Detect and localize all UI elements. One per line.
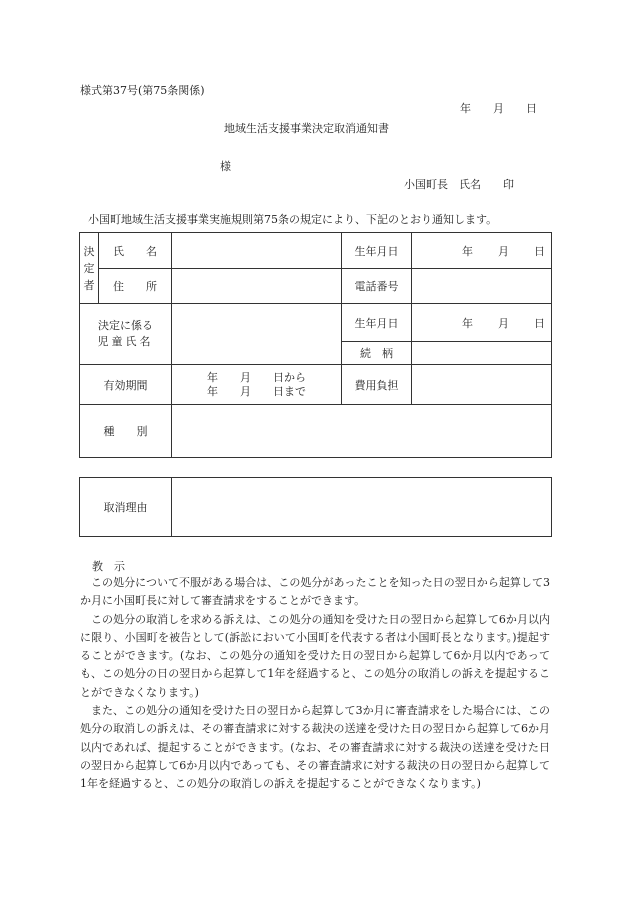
- instruction-heading: 教 示: [92, 560, 125, 573]
- phone-value: [412, 269, 552, 304]
- validity-label: 有効期間: [80, 365, 172, 405]
- instruction-paragraph: この処分について不服がある場合は、この処分があったことを知った日の翌日から起算して3か月に小国町長に対して審査請求をすることができます。: [80, 576, 550, 608]
- relation-value: [412, 342, 552, 365]
- reason-table: [79, 477, 552, 537]
- phone-label: 電話番号: [342, 269, 412, 304]
- cost-label: 費用負担: [342, 365, 412, 405]
- decision-table: [79, 232, 552, 458]
- notice-date: 年 月 日: [460, 102, 537, 115]
- cost-value: [412, 365, 552, 405]
- form-number: 様式第37号(第75条関係): [80, 84, 205, 97]
- birthdate-value: 年 月 日: [412, 233, 552, 269]
- intro-text: 小国町地域生活支援事業実施規則第75条の規定により、下記のとおり通知します。: [88, 213, 498, 226]
- address-value: [172, 269, 342, 304]
- address-label: 住 所: [99, 269, 172, 304]
- child-name-value: [172, 304, 342, 365]
- instruction-body: [80, 574, 550, 794]
- type-value: [172, 405, 552, 458]
- child-birthdate-value: 年 月 日: [412, 304, 552, 342]
- birthdate-label: 生年月日: [342, 233, 412, 269]
- issuer-line: 小国町長 氏名 印: [404, 178, 514, 191]
- instruction-paragraph: また、この処分の通知を受けた日の翌日から起算して3か月に審査請求をした場合には、この処分の取消しの訴えは、その審査請求に対する裁決の送達を受けた日の翌日から起算して6か月以内であれば、提起することができます。(なお、その審査請求に対する裁決の送達を受けた日の翌日から起算して6か月以内であっても、その審査請求に対する裁決の日の翌日から起算して1年を経過すると、この処分の取消しの訴えを提起することができなくなります。): [80, 704, 550, 791]
- document-title: 地域生活支援事業決定取消通知書: [224, 122, 389, 135]
- reason-label: 取消理由: [80, 478, 172, 537]
- addressee-suffix: 様: [220, 160, 231, 173]
- name-label: 氏 名: [99, 233, 172, 269]
- type-label: 種 別: [80, 405, 172, 458]
- validity-value: 年 月 日から 年 月 日まで: [172, 365, 342, 405]
- name-value: [172, 233, 342, 269]
- instruction-paragraph: この処分の取消しを求める訴えは、この処分の通知を受けた日の翌日から起算して6か月以内に限り、小国町を被告として(訴訟において小国町を代表する者は小国町長となります。)提起することができます。(なお、この処分の通知を受けた日の翌日から起算して6か月以内であっても、この処分の日の翌日から起算して1年を経過すると、この処分の取消しの訴えを提起することができなくなります。): [80, 612, 550, 699]
- reason-value: [172, 478, 552, 537]
- relation-label: 続 柄: [342, 342, 412, 365]
- child-birthdate-label: 生年月日: [342, 304, 412, 342]
- child-name-label: 決定に係る 児童氏名: [80, 304, 172, 365]
- decision-holder-label: 決 定 者: [80, 233, 99, 304]
